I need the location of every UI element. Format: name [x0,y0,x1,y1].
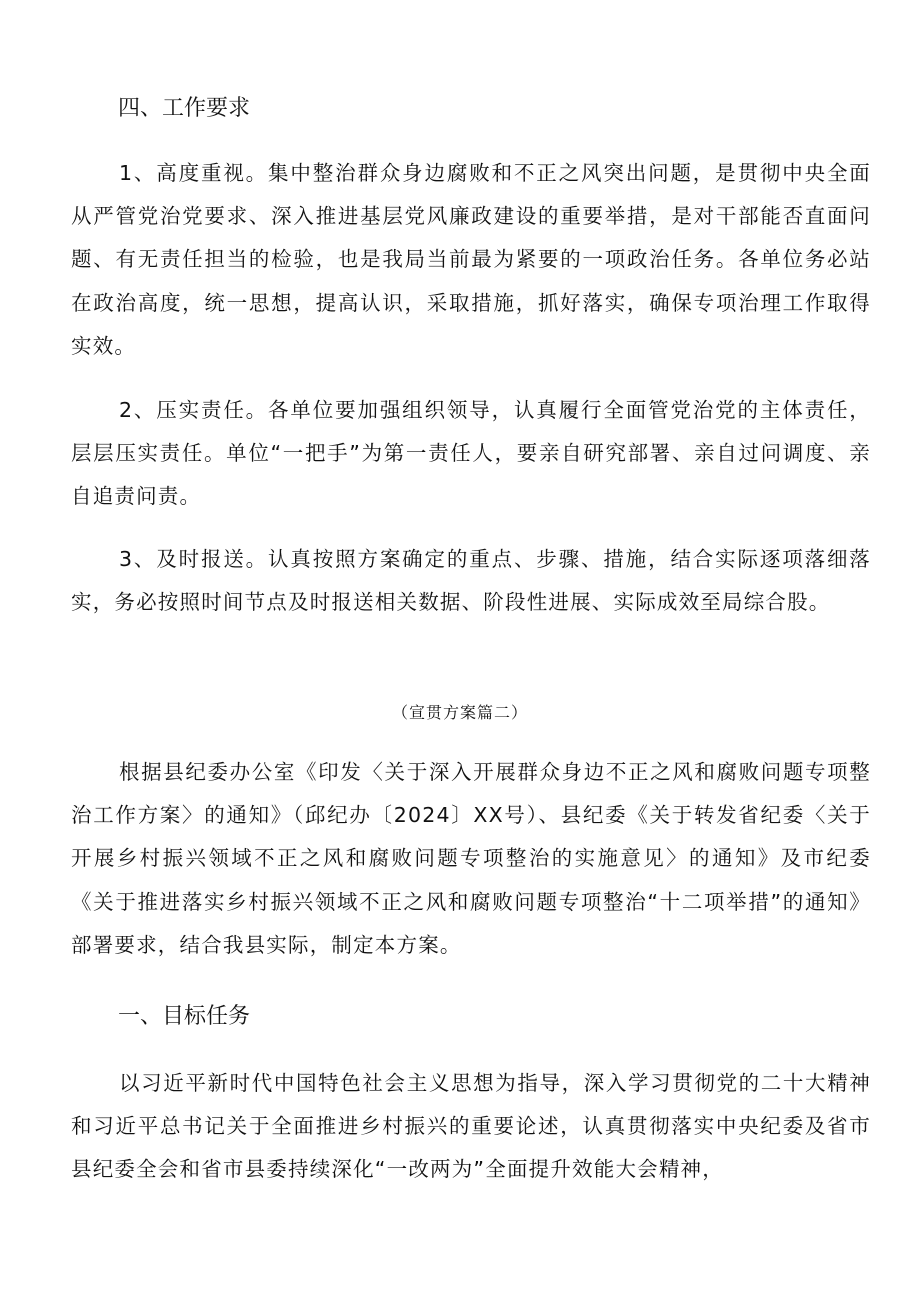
section-heading-goals: 一、目标任务 [118,1004,251,1029]
paragraph-intro: 根据县纪委办公室《印发〈关于深入开展群众身边不正之风和腐败问题专项整治工作方案〉的通知》（邱纪办〔2024〕XX号）、县纪委《关于转发省纪委〈关于开展乡村振兴领域不正之风和腐败问题专项整治的实施意见〉的通知》及市纪委《关于推进落实乡村振兴领域不正之风和腐败问题专项整治“十二项举措”的通知》部署要求，结合我县实际，制定本方案。 [71,760,871,957]
paragraph-item-1: 1、高度重视。集中整治群众身边腐败和不正之风突出问题，是贯彻中央全面从严管党治党要求、深入推进基层党风廉政建设的重要举措，是对干部能否直面问题、有无责任担当的检验，也是我局当前最为紧要的一项政治任务。各单位务必站在政治高度，统一思想，提高认识，采取措施，抓好落实，确保专项治理工作取得实效。 [71,161,871,358]
paragraph-item-3: 3、及时报送。认真按照方案确定的重点、步骤、措施，结合实际逐项落细落实，务必按照时间节点及时报送相关数据、阶段性进展、实际成效至局综合股。 [71,547,871,615]
paragraph-goals: 以习近平新时代中国特色社会主义思想为指导，深入学习贯彻党的二十大精神和习近平总书记关于全面推进乡村振兴的重要论述，认真贯彻落实中央纪委及省市县纪委全会和省市县委持续深化“一改两为”全面提升效能大会精神， [71,1071,871,1182]
section-heading-requirements: 四、工作要求 [118,96,251,121]
paragraph-item-2: 2、压实责任。各单位要加强组织领导，认真履行全面管党治党的主体责任，层层压实责任。单位“一把手”为第一责任人，要亲自研究部署、亲自过问调度、亲自追责问责。 [71,398,871,509]
part-subtitle: （宣贯方案篇二） [391,703,528,722]
